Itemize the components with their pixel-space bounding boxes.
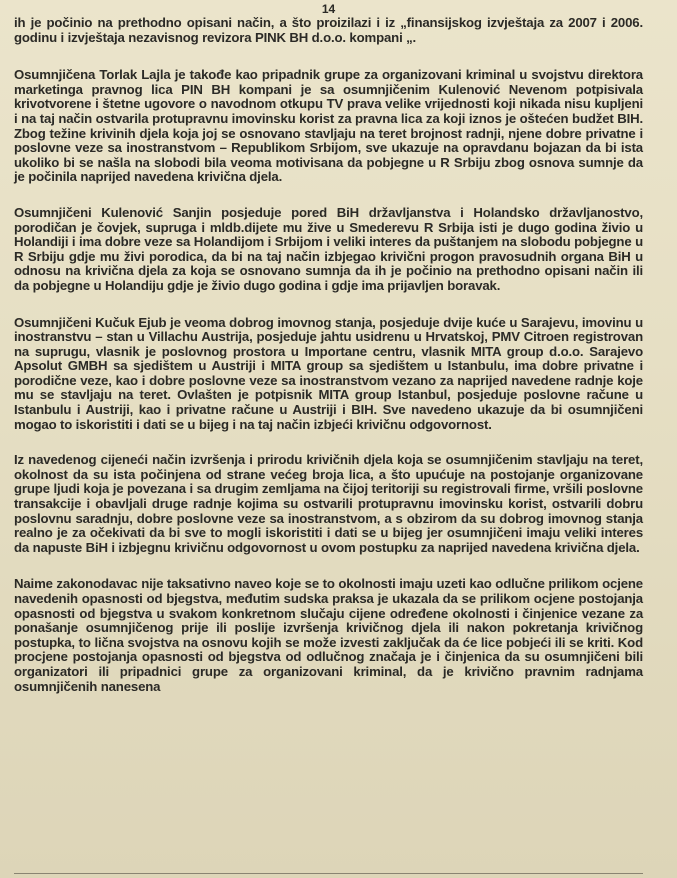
bottom-divider (14, 873, 643, 874)
paragraph-torlak-lajla: Osumnjičena Torlak Lajla je takođe kao pripadnik grupe za organizovani kriminal u svojstvu direktora marketinga pravnog lica PIN BH kompani je sa osumnjičenim Kulenović Nevenom potpisivala krivotvorene i štetne ugovore o navodnom otkupu TV prava velike vrijednosti koji nikada nisu kupljeni i na taj način ostvarila protupravnu imovinsku korist za pravna lica za koji iznos je oštećen budžet BIH. Zbog težine krivinih djela koja joj se osnovano stavljaju na teret brojnost radnji, njene dobre privatne i poslovne veze sa inostranstvom – Republikom Srbijom, sve ukazuje na opravdanu bojazan da bi ista ukoliko bi se našla na slobodi bila veoma motivisana da pobjegne u R Srbiju zbog osnova sumnje da je počinila naprijed navedena krivična djela. (14, 67, 643, 185)
paragraph-manner-of-offense: Iz navedenog cijeneći način izvršenja i prirodu krivičnih djela koja se osumnjičenim stavljaju na teret, okolnost da su ista počinjena od strane većeg broja lica, a što upućuje na postojanje organizovane grupe ljudi koja je povezana i sa drugim zemljama na čijoj teritoriji su registrovali firme, vršili poslovne transakcije i obavljali druge radnje kojima su ostvarili protupravnu imovinsku korist, ostvarili dobru poslovnu saradnju, dobre poslovne veze sa inostranstvom, a s obzirom da su dobrog imovnog stanja realno je za očekivati da bi sve to mogli iskoristiti i dati se u bijeg jer osumnjičeni imaju veliki interes da napuste BiH i izbjegnu krivičnu odgovornost u ovom postupku za naprijed navedena krivična djela. (14, 452, 643, 555)
paragraph-financial-report: ih je počinio na prethodno opisani način, a što proizilazi i iz „finansijskog izvještaja za 2007 i 2006. godinu i izvještaja nezavisnog revizora PINK BH d.o.o. kompani „. (14, 15, 643, 45)
paragraph-kucuk-ejub: Osumnjičeni Kučuk Ejub je veoma dobrog imovnog stanja, posjeduje dvije kuće u Sarajevu, imovinu u inostranstvu – stan u Villachu Austrija, posjeduje jahtu usidrenu u Hrvatskoj, PMV Citroen registrovan na suprugu, vlasnik je poslovnog prostora u Importane centru, vlasnik MITA group d.o.o. Sarajevo Apsolut GMBH sa sjedištem u Austriji i MITA group sa sjedištem u Istanbulu, ima dobre privatne i porodične veze, kao i dobre poslovne veze sa inostranstvom vezano za naprijed navedene radnje koje mu se stavljaju na teret. Ovlašten je potpisnik MITA group Istanbul, posjeduje poslovne račune u Istanbulu i Austriji, kao i privatne račune u Austriji i BIH. Sve navedeno ukazuje da bi osumnjičeni mogao to iskoristiti i dati se u bijeg i na taj način izbjeći krivičnu odgovornost. (14, 314, 643, 432)
paragraph-kulenovic-sanjin: Osumnjičeni Kulenović Sanjin posjeduje pored BiH državljanstva i Holandsko državljanostvo, porodičan je čovjek, supruga i mldb.dijete mu žive u Smederevu R Srbija isti je dugo godina živio u Holandiji i ima dobre veze sa Holandijom i Srbijom i veliki interes da puštanjem na slobodu pobjegne u R Srbiju gdje mu živi porodica, da bi na taj način izbjegao krivični progon pravosudnih organa BiH u odnosu na krivična djela za koja se osnovano sumnja da ih je počinio na prethodno opisani način ili da pobjegne u Holandiju gdje je živio dugo godina i gdje ima prijavljen boravak. (14, 204, 643, 293)
paragraph-legislator-flight-risk: Naime zakonodavac nije taksativno naveo koje se to okolnosti imaju uzeti kao odlučne prilikom ocjene navedenih opasnosti od bjegstva, međutim sudska praksa je ukazala da se prilikom ocjene postojanja opasnosti od bjegstva u svakom konkretnom slučaju cijene određene okolnosti i činjenice vezane za ponašanje osumnjičenog prije ili poslije izvršenja krivičnog djela ili nakon pokretanja krivičnog postupka, to lična svojstva na osnovu kojih se može izvesti zaključak da će lice pobjeći ili se kriti. Kod procjene postojanja opasnosti od bjegstva od odlučnog značaja je i činjenica da su osumnjičeni bili organizatori ili pripadnici grupe za organizovani kriminal, da je krivično pravnim radnjama osumnjičenih nanesena (14, 576, 643, 694)
page-number: 14 (321, 2, 336, 16)
